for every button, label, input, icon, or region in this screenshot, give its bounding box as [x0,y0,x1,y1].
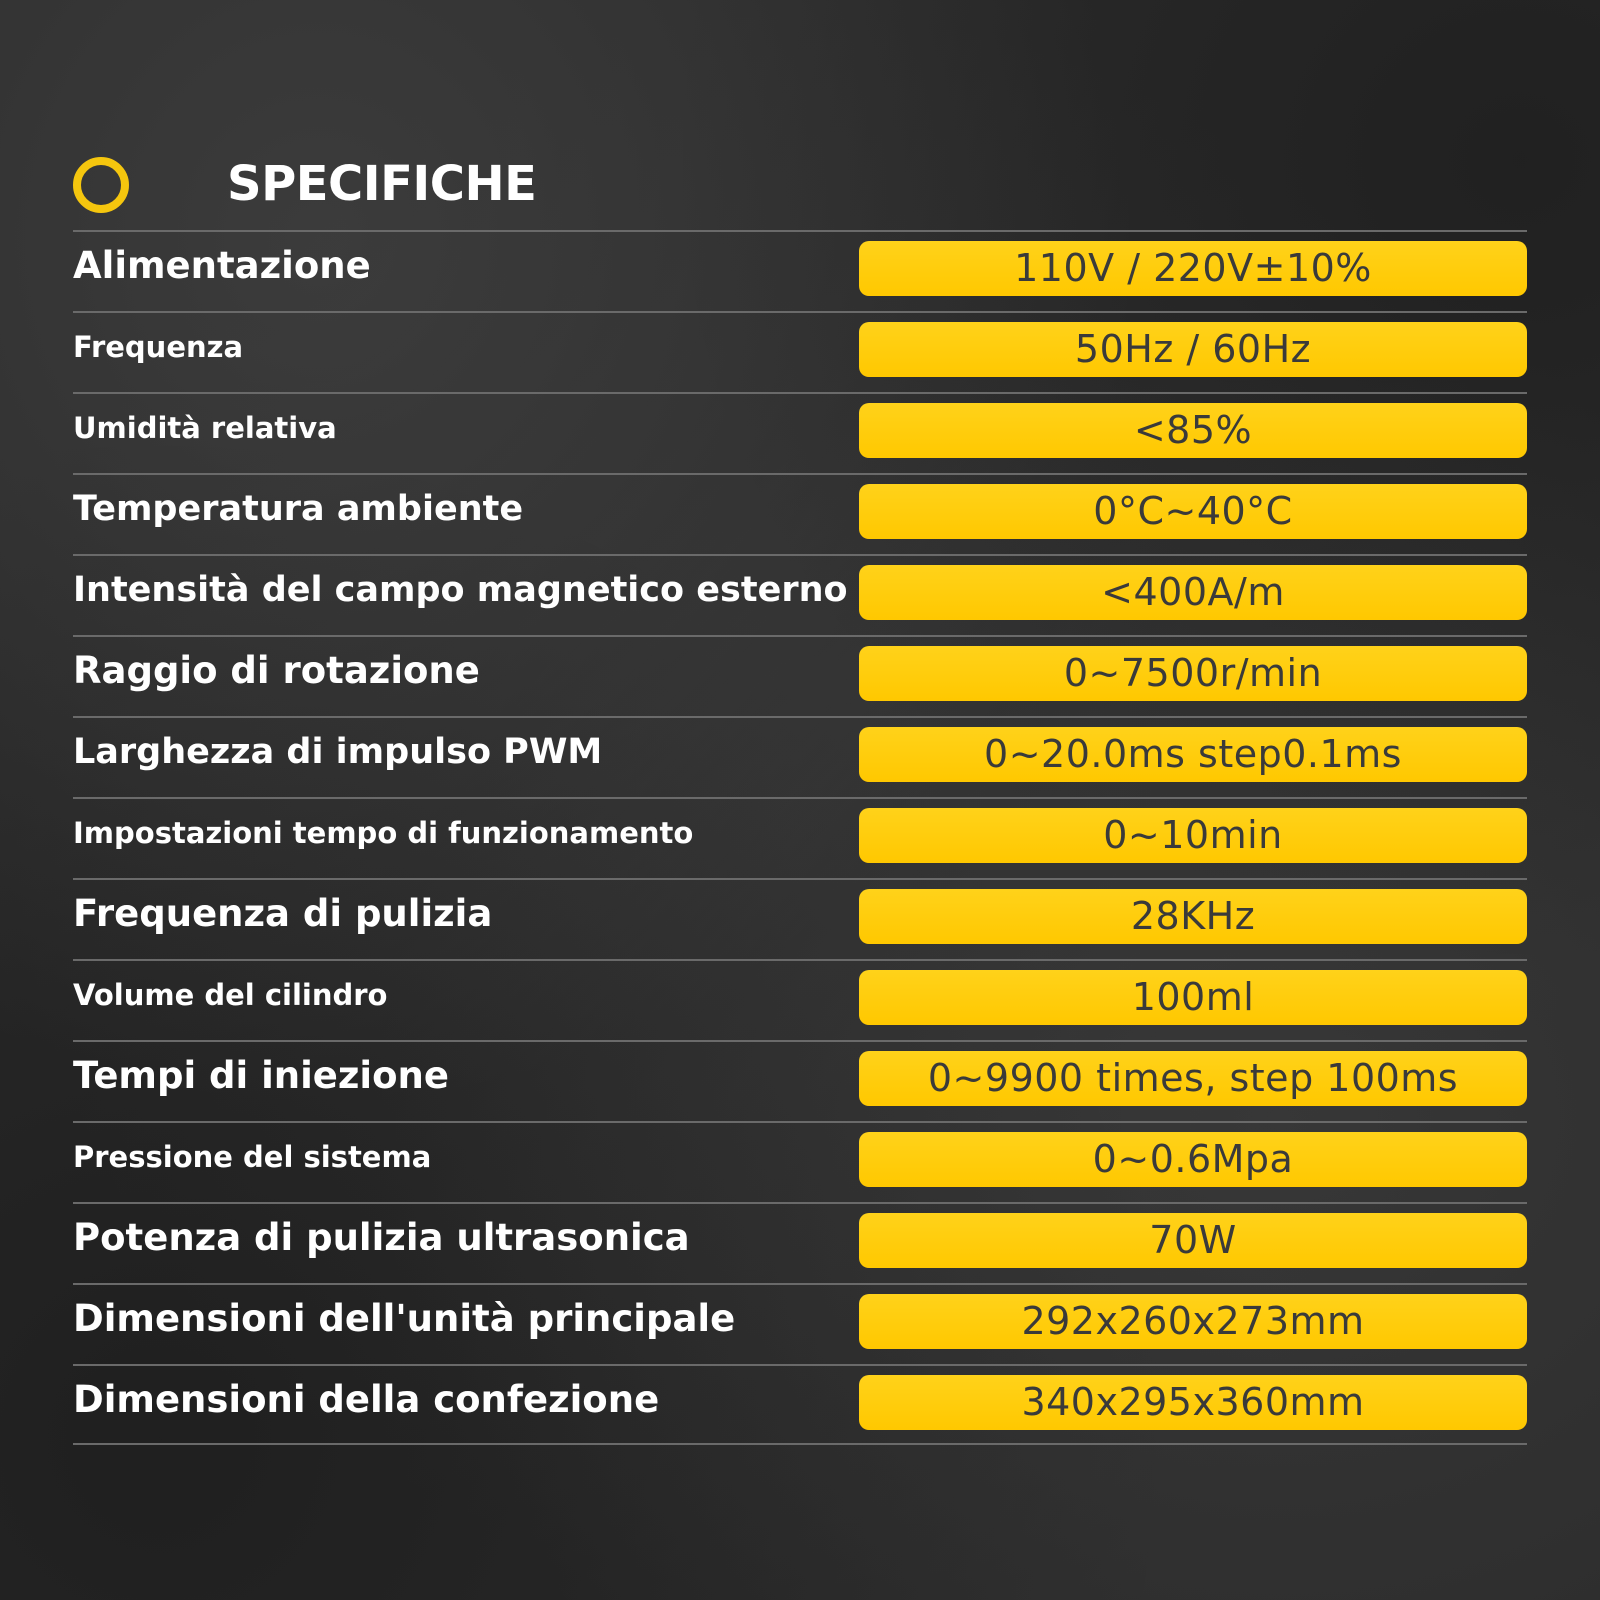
spec-value: 70W [859,1213,1527,1268]
spec-row [73,554,1527,635]
spec-label: Potenza di pulizia ultrasonica [73,1216,690,1259]
spec-label: Frequenza [73,330,244,364]
spec-label: Umidità relativa [73,411,337,445]
spec-value: 0~0.6Mpa [859,1132,1527,1187]
spec-row [73,797,1527,878]
spec-row [73,473,1527,554]
spec-row [73,311,1527,392]
spec-value: 28KHz [859,889,1527,944]
spec-row [73,1283,1527,1364]
spec-row [73,230,1527,311]
spec-value: <400A/m [859,565,1527,620]
spec-value: <85% [859,403,1527,458]
spec-value: 340x295x360mm [859,1375,1527,1430]
spec-label: Alimentazione [73,244,371,287]
spec-label: Raggio di rotazione [73,649,480,692]
spec-value: 0°C~40°C [859,484,1527,539]
spec-value: 0~7500r/min [859,646,1527,701]
spec-label: Tempi di iniezione [73,1054,449,1097]
spec-row [73,716,1527,797]
spec-value: 0~20.0ms step0.1ms [859,727,1527,782]
spec-row [73,878,1527,959]
spec-label: Temperatura ambiente [73,489,524,529]
spec-row [73,1040,1527,1121]
spec-table [73,230,1527,1445]
spec-row [73,1121,1527,1202]
spec-label: Volume del cilindro [73,978,388,1012]
page-title: SPECIFICHE [227,156,537,212]
spec-row [73,635,1527,716]
spec-value: 50Hz / 60Hz [859,322,1527,377]
spec-value: 0~10min [859,808,1527,863]
spec-row [73,1202,1527,1283]
spec-value: 110V / 220V±10% [859,241,1527,296]
spec-row [73,959,1527,1040]
spec-row [73,392,1527,473]
spec-value: 0~9900 times, step 100ms [859,1051,1527,1106]
ring-icon [73,157,129,213]
spec-label: Dimensioni della confezione [73,1378,660,1421]
spec-label: Pressione del sistema [73,1140,432,1174]
spec-label: Intensità del campo magnetico esterno [73,570,848,610]
spec-value: 100ml [859,970,1527,1025]
spec-value: 292x260x273mm [859,1294,1527,1349]
spec-label: Impostazioni tempo di funzionamento [73,816,694,850]
spec-label: Larghezza di impulso PWM [73,732,603,772]
spec-label: Dimensioni dell'unità principale [73,1297,736,1340]
header [73,150,537,220]
spec-label: Frequenza di pulizia [73,892,493,935]
spec-row [73,1364,1527,1445]
